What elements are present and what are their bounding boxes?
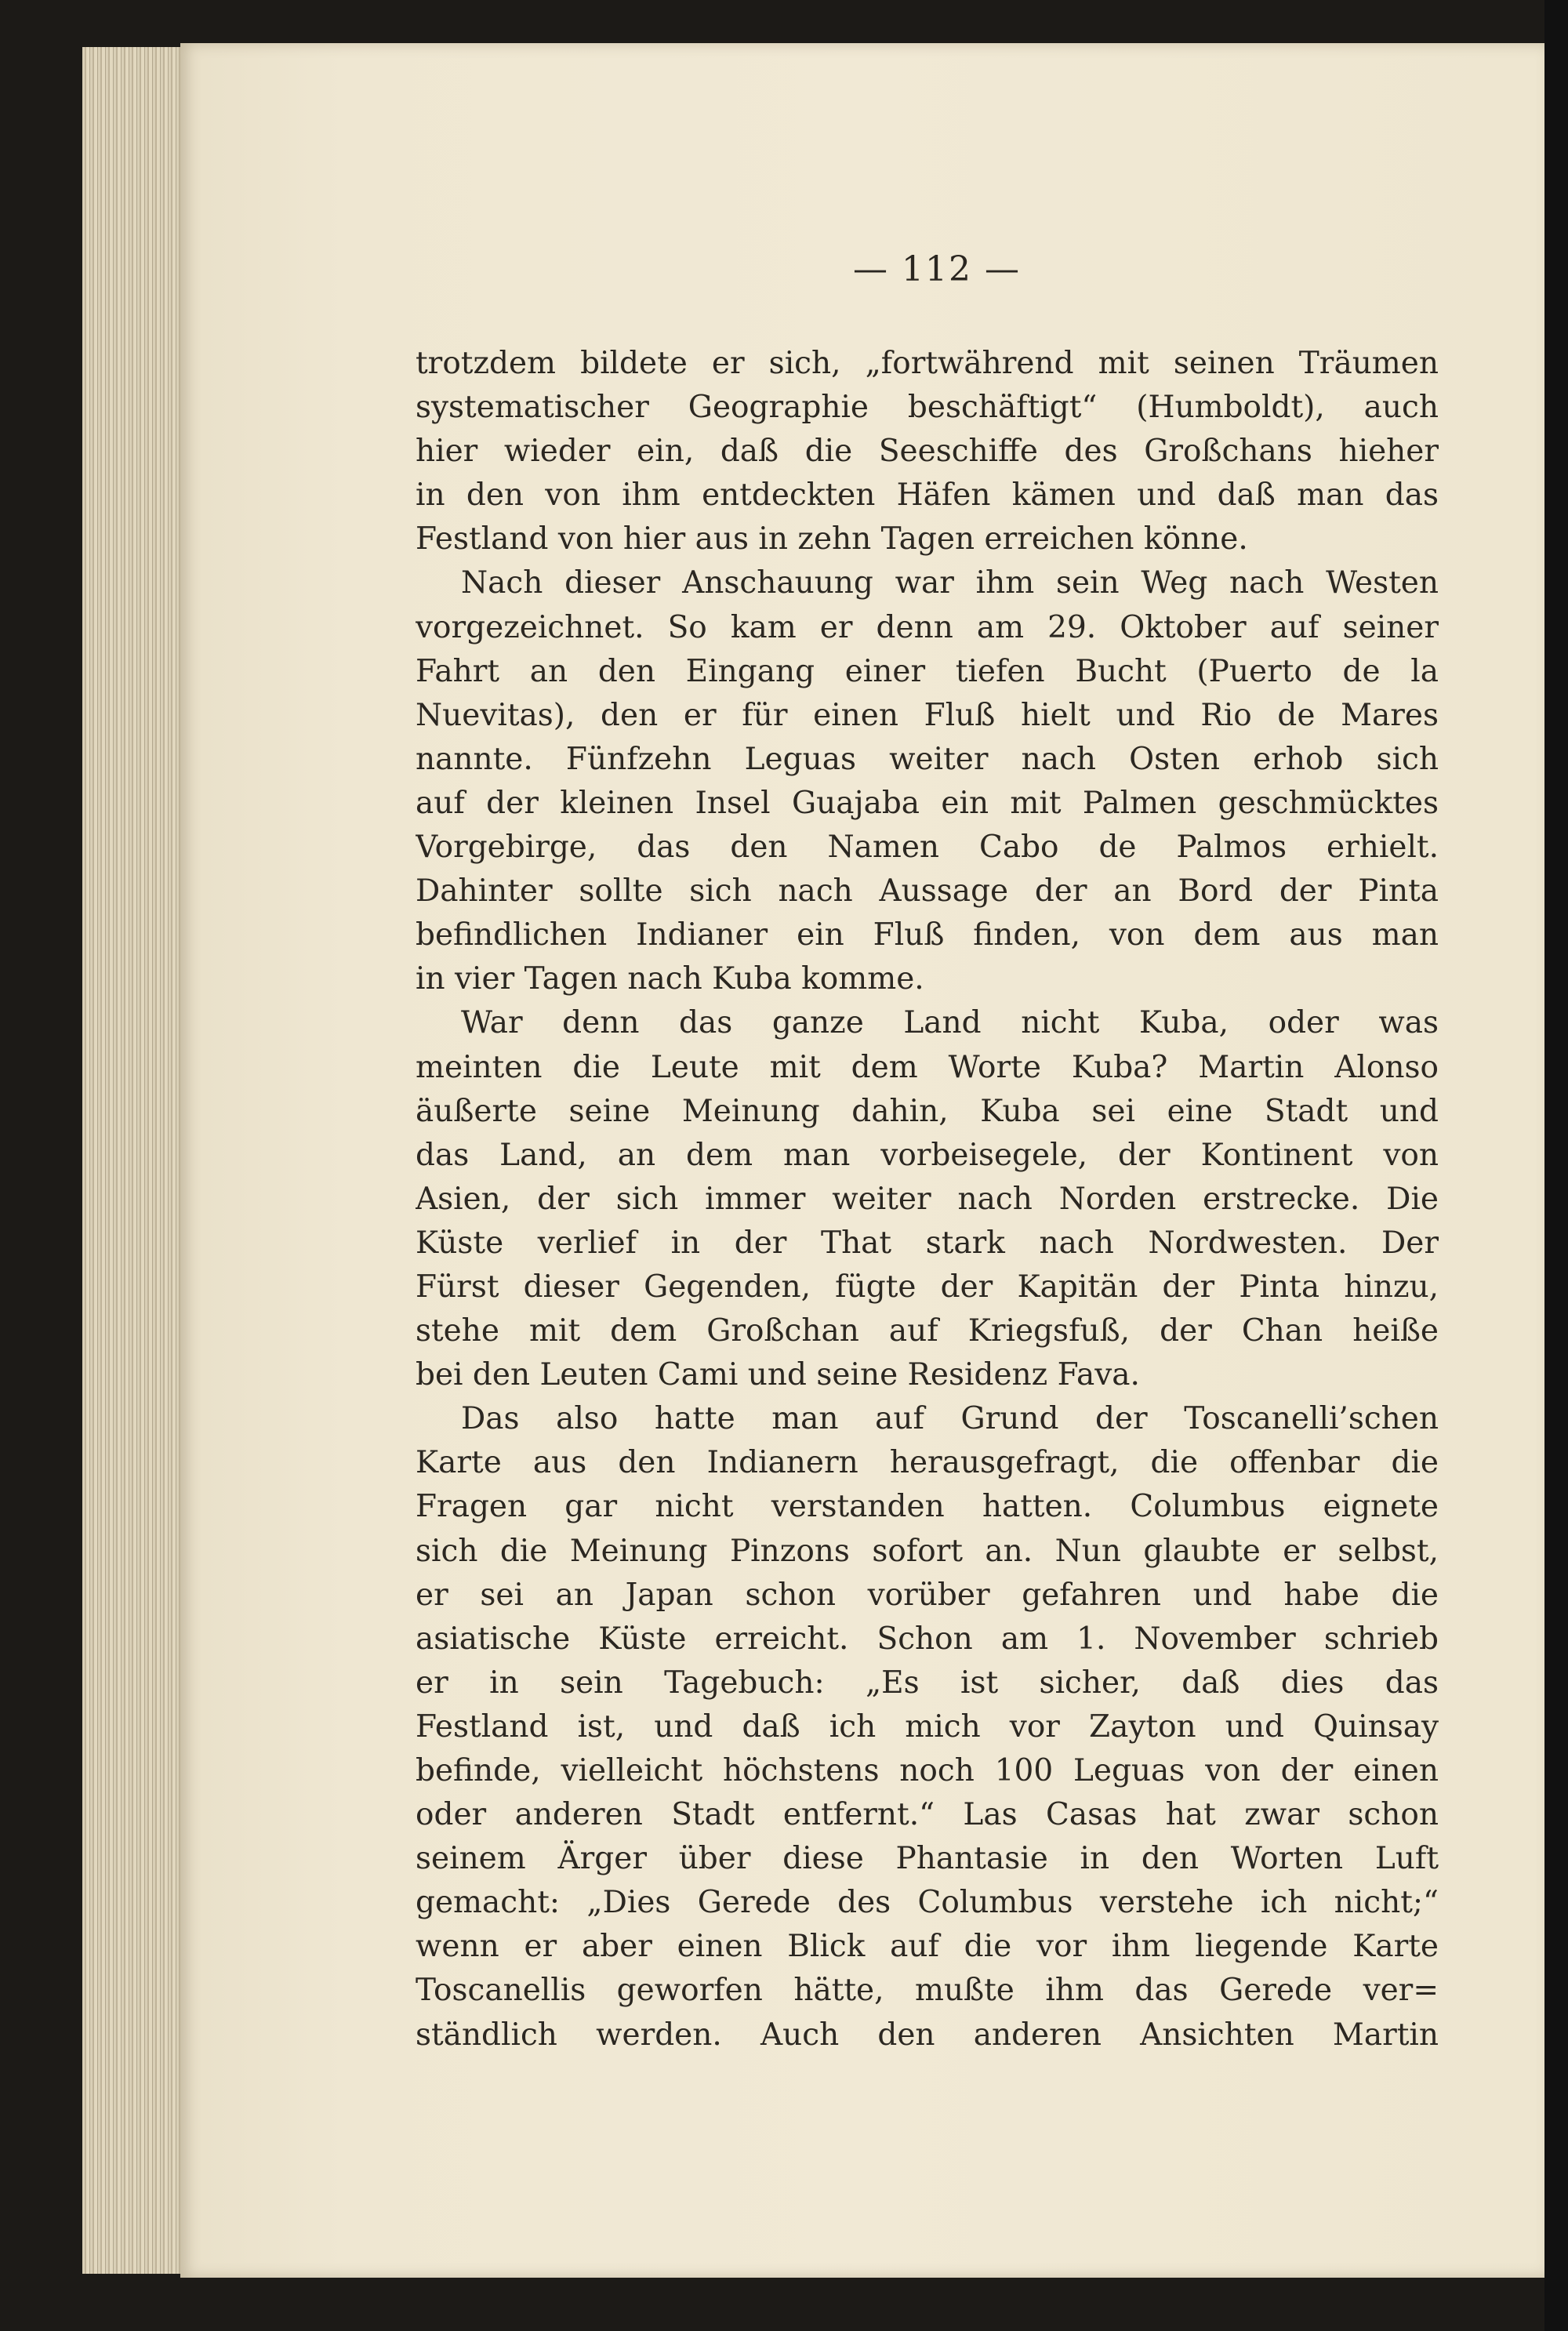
text-line: das Land, an dem man vorbeisegele, der Kontinent von (416, 1137, 1439, 1173)
text-line: nannte. Fünfzehn Leguas weiter nach Osten erhob sich (416, 741, 1439, 777)
text-line: ständlich werden. Auch den anderen Ansichten Martin (416, 2017, 1439, 2053)
text-line: befinde, vielleicht höchstens noch 100 Leguas von der einen (416, 1753, 1439, 1788)
text-line: stehe mit dem Großchan auf Kriegsfuß, der Chan heiße (416, 1313, 1439, 1349)
text-line: trotzdem bildete er sich, „fortwährend mit seinen Träumen (416, 346, 1439, 381)
text-line: gemacht: „Dies Gerede des Columbus verstehe ich nicht;“ (416, 1885, 1439, 1921)
body-text (416, 342, 1439, 2057)
text-line: Fragen gar nicht verstanden hatten. Columbus eignete (416, 1489, 1439, 1525)
text-line: auf der kleinen Insel Guajaba ein mit Palmen geschmücktes (416, 785, 1439, 821)
text-line: Festland von hier aus in zehn Tagen erreichen könne. (416, 521, 1248, 557)
text-line: Nuevitas), den er für einen Fluß hielt und Rio de Mares (416, 697, 1439, 733)
page-number: — 112 — (853, 249, 1021, 289)
text-line: in vier Tagen nach Kuba komme. (416, 961, 924, 997)
text-line: Toscanellis geworfen hätte, mußte ihm das Gerede ver= (416, 1973, 1439, 2009)
text-line: bei den Leuten Cami und seine Residenz Fava. (416, 1357, 1140, 1393)
text-line: Küste verlief in der That stark nach Nordwesten. Der (416, 1225, 1439, 1261)
text-line: sich die Meinung Pinzons sofort an. Nun glaubte er selbst, (416, 1533, 1439, 1569)
text-line: befindlichen Indianer ein Fluß finden, von dem aus man (416, 917, 1439, 953)
text-line: äußerte seine Meinung dahin, Kuba sei eine Stadt und (416, 1093, 1439, 1129)
text-line: er sei an Japan schon vorüber gefahren und habe die (416, 1577, 1439, 1613)
text-line: Das also hatte man auf Grund der Toscanelli’schen (461, 1401, 1439, 1437)
text-line: er in sein Tagebuch: „Es ist sicher, daß dies das (416, 1665, 1439, 1701)
text-line: Dahinter sollte sich nach Aussage der an Bord der Pinta (416, 873, 1439, 910)
text-line: systematischer Geographie beschäftigt“ (Humboldt), auch (416, 390, 1439, 426)
text-line: War denn das ganze Land nicht Kuba, oder was (461, 1005, 1439, 1041)
text-line: wenn er aber einen Blick auf die vor ihm liegende Karte (416, 1929, 1439, 1965)
text-line: Karte aus den Indianern herausgefragt, die offenbar die (416, 1445, 1439, 1481)
text-line: Festland ist, und daß ich mich vor Zayton und Quinsay (416, 1708, 1439, 1745)
text-line: Fahrt an den Eingang einer tiefen Bucht (Puerto de la (416, 653, 1439, 689)
text-line: Asien, der sich immer weiter nach Norden erstrecke. Die (416, 1181, 1439, 1217)
text-line: meinten die Leute mit dem Worte Kuba? Martin Alonso (416, 1049, 1439, 1085)
text-line: seinem Ärger über diese Phantasie in den Worten Luft (416, 1841, 1439, 1877)
text-line: Fürst dieser Gegenden, fügte der Kapitän der Pinta hinzu, (416, 1269, 1439, 1305)
text-line: Vorgebirge, das den Namen Cabo de Palmos erhielt. (416, 830, 1439, 866)
text-line: in den von ihm entdeckten Häfen kämen und daß man das (416, 477, 1439, 514)
scan-right-border (1544, 0, 1568, 2331)
text-line: Nach dieser Anschauung war ihm sein Weg nach Westen (461, 565, 1439, 601)
text-line: oder anderen Stadt entfernt.“ Las Casas hat zwar schon (416, 1797, 1439, 1833)
text-line: vorgezeichnet. So kam er denn am 29. Oktober auf seiner (416, 609, 1439, 645)
text-line: hier wieder ein, daß die Seeschiffe des Großchans hieher (416, 434, 1439, 470)
text-line: asiatische Küste erreicht. Schon am 1. November schrieb (416, 1621, 1439, 1657)
